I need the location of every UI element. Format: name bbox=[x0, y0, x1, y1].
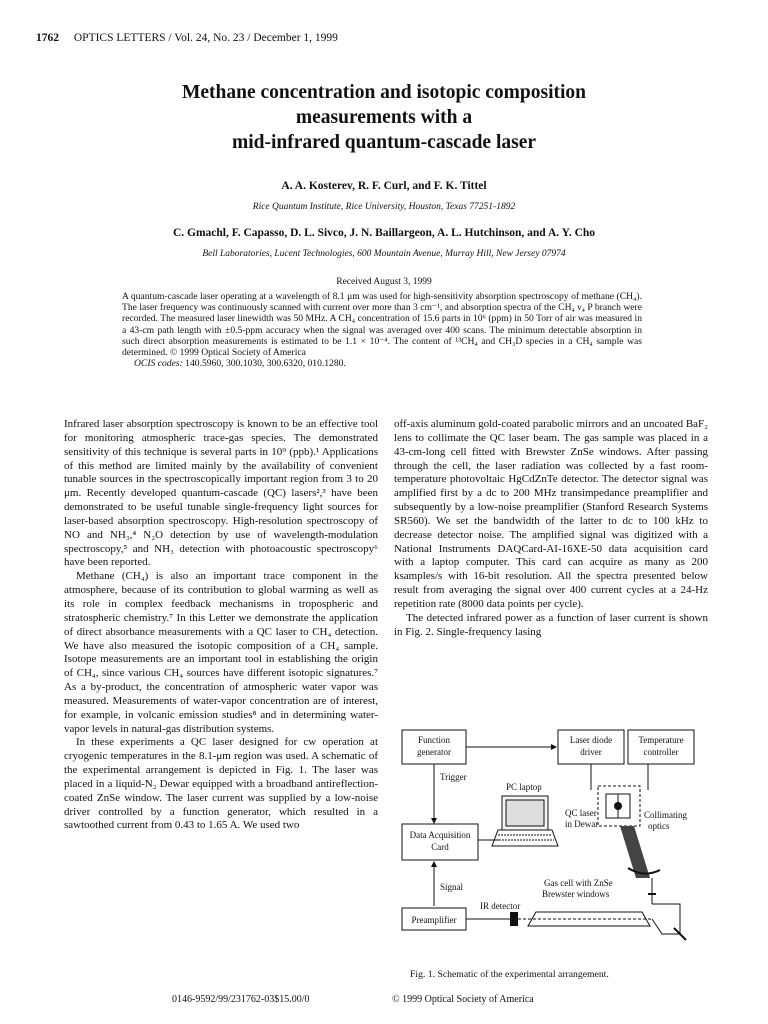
temperature-controller-label: Temperature bbox=[638, 735, 684, 745]
issn-code: 0146-9592/99/231762-03$15.00/0 bbox=[172, 994, 310, 1005]
affiliation-1: Rice Quantum Institute, Rice University, Houston, Texas 77251-1892 bbox=[252, 202, 516, 212]
abstract-text: A quantum-cascade laser operating at a wavelength of 8.1 μm was used for high-sensitivity absorption spectroscopy of methane (CH₄). The laser frequency was continuously scanned with current over more than 3 cm⁻¹, and absorption spectra of the CH₄ ν₄ P branch were recorded. The measured laser linewidth was 50 MHz. A CH₄ concentration of 15.6 parts in 10⁶ (ppm) in 50 Torr of air was measured in a 43-cm path length with ±0.5-ppm accuracy when the signal was averaged over 400 scans. The minimum detectable absorption in such direct absorption measurements is estimated to be 1.1 × 10⁻⁴. The content of ¹³CH₄ and CH₃D species in a CH₄ sample was determined. © 1999 Optical Society of America bbox=[122, 291, 642, 359]
gas-cell-label: Gas cell with ZnSe bbox=[544, 878, 613, 888]
body-column-left bbox=[64, 418, 378, 833]
qc-laser-dewar bbox=[598, 786, 640, 826]
trigger-label: Trigger bbox=[440, 772, 467, 782]
author-list-2: C. Gmachl, F. Capasso, D. L. Sivco, J. N. Baillargeon, A. L. Hutchinson, and A. Y. Cho bbox=[172, 227, 596, 239]
ocis-label: OCIS codes: bbox=[134, 358, 183, 370]
qc-laser-label: QC laser bbox=[565, 808, 597, 818]
temperature-controller-label: controller bbox=[643, 747, 679, 757]
daq-card-box bbox=[402, 824, 478, 860]
collimating-optics bbox=[620, 826, 660, 878]
author-list-1: A. A. Kosterev, R. F. Curl, and F. K. Tittel bbox=[281, 180, 487, 192]
ocis-codes: 140.5960, 300.1030, 300.6320, 010.1280. bbox=[185, 358, 346, 370]
figure-caption: Fig. 1. Schematic of the experimental arrangement. bbox=[410, 969, 609, 980]
received-date: Received August 3, 1999 bbox=[336, 277, 432, 287]
signal-label: Signal bbox=[440, 882, 464, 892]
preamplifier-label: Preamplifier bbox=[411, 915, 457, 925]
schematic-figure bbox=[398, 728, 700, 963]
page-number: 1762 bbox=[36, 32, 59, 44]
abstract bbox=[122, 291, 642, 369]
daq-card-label: Data Acquisition bbox=[409, 830, 471, 840]
paragraph: Infrared laser absorption spectroscopy is known to be an effective tool for monitoring atmospheric trace-gas species. The demonstrated sensitivity of this technique is several parts in 10⁹ (ppb).¹ Applications of this method are limited mainly by the availability of convenient tunable sources in the spectroscopically important region from 3 to 20 μm. Recently developed quantum-cascade (QC) lasers²,³ have been demonstrated to be useful tunable single-frequency light sources for laser-based absorption spectroscopy. High-resolution spectroscopy of NO and NH₃,⁴ N₂O detection by use of wavelength-modulation spectroscopy,⁵ and NH₃ detection with photoacoustic spectroscopy⁶ have been reported. bbox=[64, 418, 378, 569]
ir-detector-shape bbox=[510, 912, 518, 926]
copyright-notice: © 1999 Optical Society of America bbox=[392, 994, 534, 1005]
ir-detector-label: IR detector bbox=[480, 901, 521, 911]
gas-cell-shape bbox=[518, 912, 652, 926]
title-line-1: Methane concentration and isotopic composition bbox=[181, 82, 587, 103]
laser-diode-driver-label: driver bbox=[580, 747, 602, 757]
title-line-3: mid-infrared quantum-cascade laser bbox=[231, 132, 537, 153]
function-generator-box bbox=[402, 730, 466, 764]
body-column-right bbox=[394, 418, 708, 640]
collimating-optics-label: Collimating bbox=[644, 810, 688, 820]
pc-laptop-label: PC laptop bbox=[506, 782, 542, 792]
ocis-line bbox=[134, 358, 642, 369]
laser-diode-driver-box bbox=[558, 730, 624, 764]
gas-cell-label: Brewster windows bbox=[542, 889, 610, 899]
journal-citation: OPTICS LETTERS / Vol. 24, No. 23 / December 1, 1999 bbox=[73, 32, 338, 44]
preamplifier-box bbox=[402, 908, 466, 930]
paragraph: off-axis aluminum gold-coated parabolic mirrors and an uncoated BaF₂ lens to collimate the QC laser beam. The gas sample was placed in a 43-cm-long cell fitted with Brewster ZnSe windows. After passing through the cell, the laser radiation was collected by a fast room-temperature photovoltaic HgCdZnTe detector. The detector signal was amplified first by a dc to 200 MHz transimpedance preamplifier and subsequently by a low-noise preamplifier (Stanford Research Systems SR560). We set the bandwidth of the latter to dc to 100 kHz to decrease detector noise. The amplified signal was digitized with a National Instruments DAQCard-AI-16XE-50 data acquisition card with a laptop computer. This card can acquire as many as 200 ksamples/s with 16-bit resolution. All the spectra presented below result from averaging the signal over 400 current cycles at a 24-Hz repetition rate (8000 data points per cycle). bbox=[394, 418, 708, 610]
running-header bbox=[36, 32, 338, 44]
affiliation-2: Bell Laboratories, Lucent Technologies, 600 Mountain Avenue, Murray Hill, New Jersey 07974 bbox=[202, 249, 566, 259]
daq-card-label: Card bbox=[431, 842, 449, 852]
laptop-icon bbox=[492, 796, 558, 846]
function-generator-label: generator bbox=[417, 747, 451, 757]
paragraph: The detected infrared power as a function of laser current is shown in Fig. 2. Single-frequency lasing bbox=[394, 611, 708, 638]
laser-diode-driver-label: Laser diode bbox=[569, 735, 613, 745]
paper-title bbox=[0, 80, 768, 155]
paragraph: In these experiments a QC laser designed for cw operation at cryogenic temperatures in the 8.1-μm region was used. A schematic of the experimental arrangement is depicted in Fig. 1. The laser was placed in a liquid-N₂ Dewar equipped with a broadband antireflection-coated ZnSe window. The laser current was supplied by a low-noise driver controlled by a function generator, which resulted in a sawtoothed current from 0.43 to 1.65 A. We used two bbox=[64, 736, 378, 832]
qc-laser-label: in Dewar bbox=[565, 819, 599, 829]
function-generator-label: Function bbox=[417, 735, 451, 745]
paragraph: Methane (CH₄) is also an important trace component in the atmosphere, because of its contribution to global warming as well as its role in complex feedback mechanisms in tropospheric and stratospheric chemistry.⁷ In this Letter we demonstrate the application of direct absorbance measurements with a QC laser to CH₄ detection. We have also measured the isotopic composition of a CH₄ sample. Isotope measurements are an important tool in establishing the origin of CH₄, since various CH₄ sources have different isotopic signatures.⁷ As a by-product, the concentration of atmospheric water vapor was measured. Measurements of water-vapor concentration are of interest, for example, in volcanic emission studies⁸ and in determining water-vapor levels in natural-gas distribution systems. bbox=[64, 570, 378, 735]
collimating-optics-label: optics bbox=[648, 821, 670, 831]
title-line-2: measurements with a bbox=[295, 107, 473, 128]
temperature-controller-box bbox=[628, 730, 694, 764]
